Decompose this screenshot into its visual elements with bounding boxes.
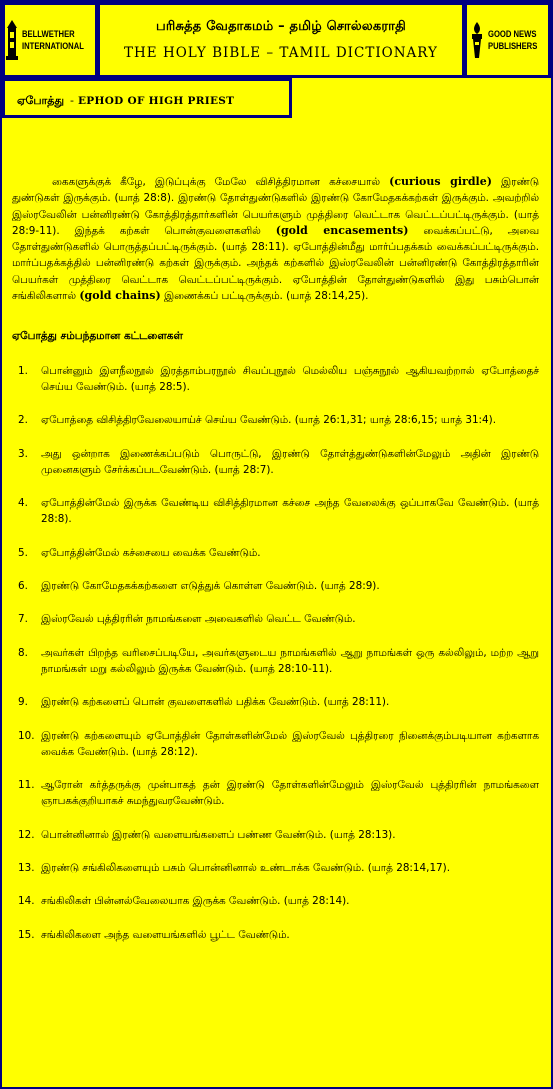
list-item bbox=[12, 927, 539, 943]
list-item-number: 9. bbox=[18, 696, 28, 709]
list-item bbox=[12, 363, 539, 396]
description-text: இணைக்கப் பட்டிருக்கும். (யாத் 28:14,25). bbox=[160, 290, 369, 303]
torch-icon bbox=[469, 22, 485, 58]
list-item-text: அது ஒன்றாக இணைக்கப்படும் பொருட்டு, இரண்டு தோள்த்துண்டுகளின்மேலும் அதின் இரண்டு முனைகளும் சேர்க்கப்படவேண்டும். (யாத் 28:7). bbox=[41, 447, 539, 476]
list-item-text: பொன்னும் இளநீலநூல் இரத்தாம்பரநூல் சிவப்புநூல் மெல்லிய பஞ்சுநூல் ஆகியவற்றால் ஏபோத்தைச் செய்ய வேண்டும். (யாத் 28:5). bbox=[41, 364, 539, 393]
description-text: வைக்கப்பட்டு, அவை தோள்துண்டுகளில் பொருத்தப்பட்டிருக்கும். (யாத் 28:11). ஏபோத்தின்மீது மார்ப்பதக்கம் வைக்கப்பட்டிருக்கும். மார்ப்பதக்கத்தில் பன்னிரண்டு கற்கள் இருக்கும். அந்தக் கற்களில் இஸ்ரவேலின் பன்னிரண்டு கோத்திரத்தாரின் பெயர்கள் முத்திரை வெட்டாக வெட்டப்பட்டிருக்கும். ஏபோத்தின் தோள்துண்டுகளில் இது பசும்பொன் சங்கிலிகளால் bbox=[12, 224, 540, 303]
list-item-text: ஆரோன் கர்த்தருக்கு முன்பாகத் தன் இரண்டு தோள்களின்மேலும் இஸ்ரவேல் புத்திரரின் நாமங்களை ஞாபகக்குறியாகச் சுமந்துவரவேண்டும். bbox=[41, 779, 539, 808]
list-item bbox=[12, 860, 539, 876]
list-item-text: இரண்டு கற்களைப் பொன் குவளைகளில் பதிக்க வேண்டும். (யாத் 28:11). bbox=[41, 696, 390, 709]
list-item bbox=[12, 495, 539, 528]
list-item bbox=[12, 827, 539, 843]
list-item bbox=[12, 777, 539, 810]
list-item bbox=[12, 578, 539, 594]
title-box bbox=[97, 2, 465, 78]
entry-content bbox=[12, 174, 539, 960]
logo-left-line1: BELLWETHER bbox=[22, 29, 75, 39]
logo-left-line2: INTERNATIONAL bbox=[22, 41, 84, 51]
list-item-number: 8. bbox=[18, 646, 28, 659]
list-item bbox=[12, 893, 539, 909]
list-item-text: இரண்டு கற்களையும் ஏபோத்தின் தோள்களின்மேல் இஸ்ரவேல் புத்திரரை நினைக்கும்படியான கற்களாக வைக்க வேண்டும். (யாத் 28:12). bbox=[41, 729, 539, 758]
list-item-text: ஏபோத்தின்மேல் கச்சையை வைக்க வேண்டும். bbox=[41, 546, 261, 559]
english-term: (curious girdle) bbox=[389, 175, 492, 188]
english-term: (gold chains) bbox=[79, 289, 161, 303]
commands-subheading: ஏபோத்து சம்பந்தமான கட்டளைகள் bbox=[12, 330, 183, 343]
entry-separator: - bbox=[70, 94, 74, 107]
logo-right-line1: GOOD NEWS bbox=[487, 29, 537, 39]
list-item-text: சங்கிலிகளை அந்த வளையங்களில் பூட்ட வேண்டும். bbox=[41, 928, 290, 941]
description-text: இரண்டு துண்டுகள் இருக்கும். (யாத் 28:8). இரண்டு தோள்துண்டுகளில் இரண்டு கோமேதகக்கற்கள் இருக்கும். அவற்றில் இஸ்ரவேலின் பன்னிரண்டு கோத்திரத்தார்களின் பெயர்களும் முத்திரை வெட்டாக வெட்டப்பட்டிருக்கும். (யாத் 28:9-11). இந்தக் கற்கள் பொன்குவளைகளில் bbox=[12, 176, 539, 237]
title-tamil: பரிசுத்த வேதாகமம் – தமிழ் சொல்லகராதி bbox=[156, 19, 406, 34]
description-paragraph bbox=[12, 174, 539, 304]
list-item-number: 3. bbox=[18, 447, 28, 460]
list-item-text: இஸ்ரவேல் புத்திரரின் நாமங்களை அவைகளில் வெட்ட வேண்டும். bbox=[41, 613, 356, 626]
list-item bbox=[12, 694, 539, 710]
bellwether-logo bbox=[2, 2, 98, 78]
list-item-number: 12. bbox=[18, 828, 35, 841]
list-item-text: இரண்டு சங்கிலிகளையும் பசும் பொன்னினால் உண்டாக்க வேண்டும். (யாத் 28:14,17). bbox=[41, 862, 451, 875]
list-item-text: பொன்னினால் இரண்டு வளையங்களைப் பண்ண வேண்டும். (யாத் 28:13). bbox=[41, 828, 396, 841]
list-item-number: 14. bbox=[18, 895, 35, 908]
list-item-number: 5. bbox=[18, 546, 28, 559]
logo-right-line2: PUBLISHERS bbox=[487, 41, 538, 51]
list-item bbox=[12, 412, 539, 428]
entry-word-tamil: ஏபோத்து bbox=[17, 94, 65, 107]
list-item-number: 10. bbox=[18, 729, 35, 742]
description-text: கைகளுக்குக் கீழே, இடுப்புக்கு மேலே விசித்திரமான கச்சையால் bbox=[52, 176, 390, 188]
list-item-text: இரண்டு கோமேதகக்கற்களை எடுத்துக் கொள்ள வேண்டும். (யாத் 28:9). bbox=[41, 580, 380, 593]
list-item-number: 4. bbox=[18, 497, 28, 510]
list-item bbox=[12, 545, 539, 561]
english-term: (gold encasements) bbox=[275, 223, 409, 237]
list-item-number: 6. bbox=[18, 580, 28, 593]
entry-heading bbox=[2, 78, 292, 118]
list-item bbox=[12, 446, 539, 479]
list-item bbox=[12, 645, 539, 678]
entry-word-english: EPHOD OF HIGH PRIEST bbox=[78, 95, 235, 107]
list-item-text: ஏபோத்தின்மேல் இருக்க வேண்டிய விசித்திரமான கச்சை அந்த வேலைக்கு ஒப்பாகவே வேண்டும். (யாத் 28:8). bbox=[41, 497, 539, 526]
list-item-number: 7. bbox=[18, 613, 28, 626]
title-english: THE HOLY BIBLE – TAMIL DICTIONARY bbox=[124, 45, 438, 61]
list-item bbox=[12, 611, 539, 627]
list-item-text: அவர்கள் பிறந்த வரிசைப்படியே, அவர்களுடைய நாமங்களில் ஆறு நாமங்கள் ஒரு கல்லிலும், மற்ற ஆறு நாமங்கள் மறு கல்லிலும் இருக்க வேண்டும். (யாத் 28:10-11). bbox=[41, 646, 539, 675]
list-item-number: 13. bbox=[18, 862, 35, 875]
list-item-number: 11. bbox=[18, 779, 35, 792]
list-item-text: சங்கிலிகள் பின்னல்வேலையாக இருக்க வேண்டும். (யாத் 28:14). bbox=[41, 895, 350, 908]
list-item-text: ஏபோத்தை விசித்திரவேலையாய்ச் செய்ய வேண்டும். (யாத் 26:1,31; யாத் 28:6,15; யாத் 31:4). bbox=[41, 414, 497, 427]
commands-list bbox=[12, 363, 539, 943]
list-item-number: 15. bbox=[18, 928, 35, 941]
list-item bbox=[12, 728, 539, 761]
good-news-logo bbox=[464, 2, 551, 78]
list-item-number: 2. bbox=[18, 414, 28, 427]
bell-tower-icon bbox=[5, 20, 19, 60]
list-item-number: 1. bbox=[18, 364, 28, 377]
